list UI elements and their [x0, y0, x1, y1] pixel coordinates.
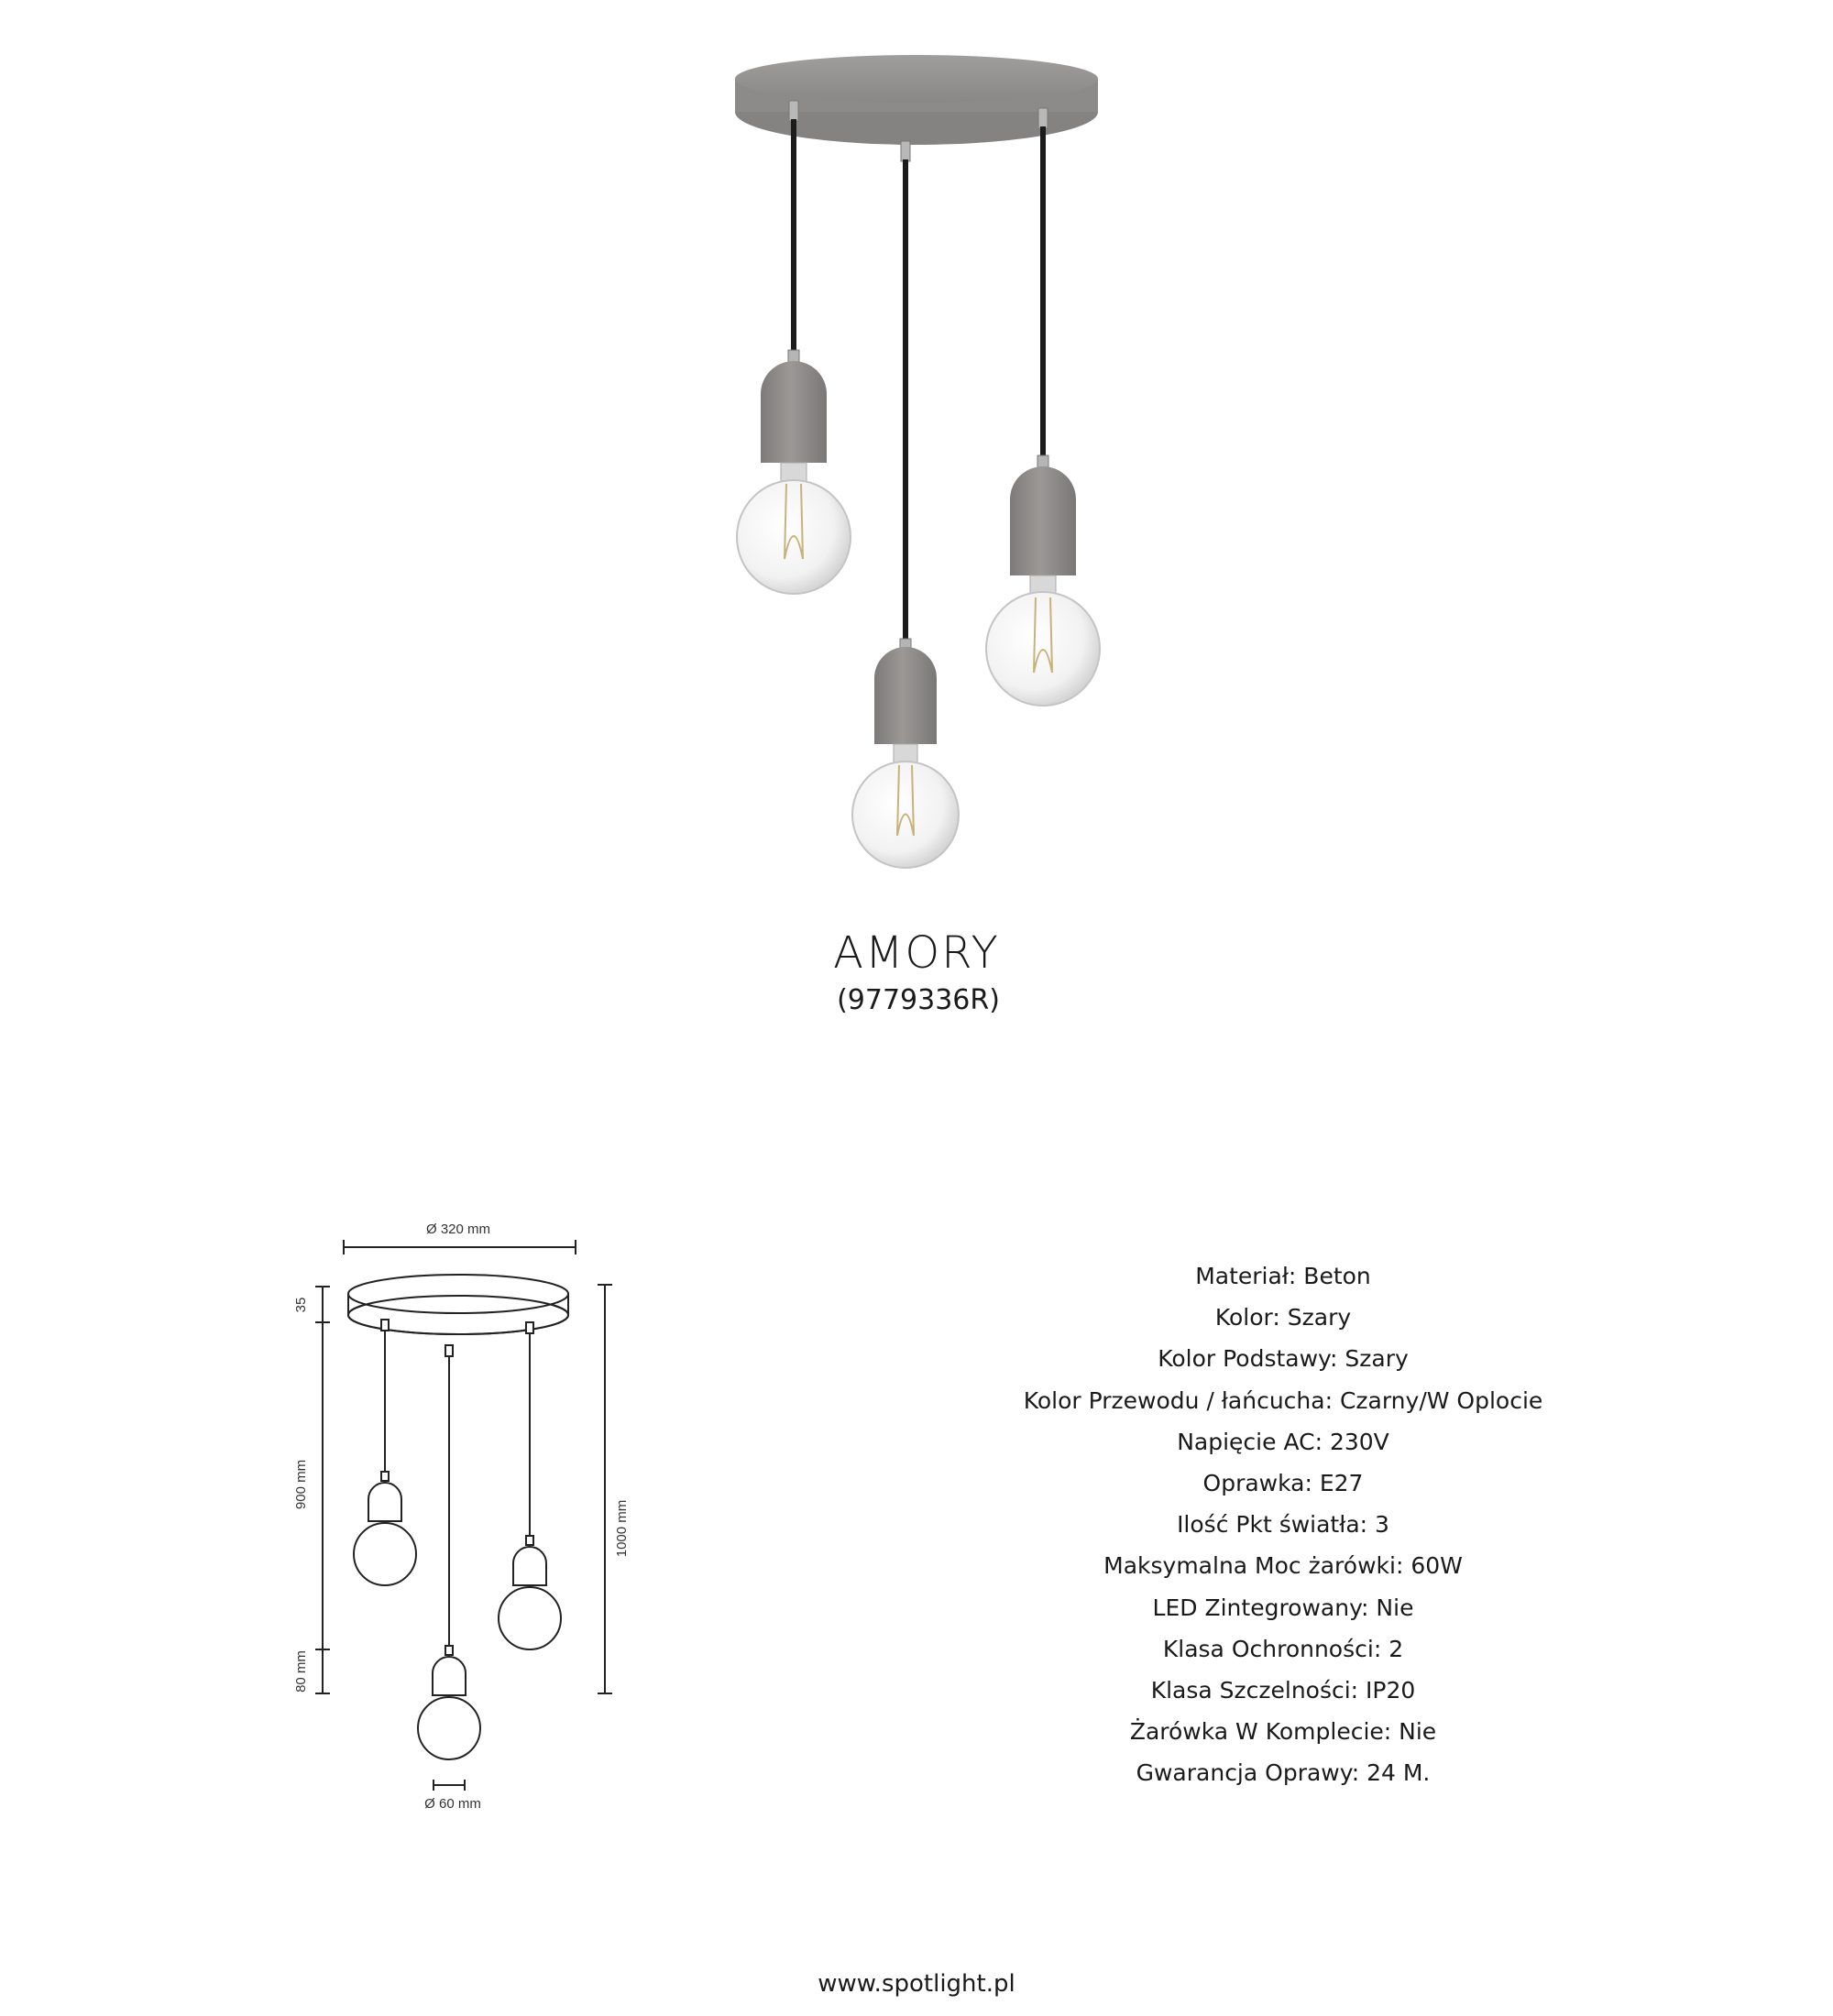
spec-base-color: Kolor Podstawy: Szary: [1158, 1345, 1409, 1373]
dim-canopy-height: 35: [293, 1297, 309, 1313]
dim-canopy-diameter: Ø 320 mm: [425, 1222, 491, 1237]
product-title-block: [0, 926, 1833, 1021]
spec-socket: Oprawka: E27: [1202, 1470, 1364, 1497]
dim-bulb-height: 80 mm: [293, 1650, 309, 1693]
spec-cable-color: Kolor Przewodu / łańcucha: Czarny/W Oplocie: [1023, 1386, 1543, 1414]
spec-material: Materiał: Beton: [1195, 1263, 1371, 1289]
pendant-left: [737, 350, 851, 594]
spec-bulb-included: Żarówka W Komplecie: Nie: [1129, 1718, 1437, 1746]
spec-voltage: Napięcie AC: 230V: [1177, 1428, 1389, 1455]
product-photo: [697, 37, 1136, 889]
pendant-middle: [852, 639, 959, 868]
footer-website: www.spotlight.pl: [818, 1970, 1015, 1998]
product-code: (9779336R): [837, 984, 1000, 1016]
dimension-drawing: [280, 1210, 646, 1814]
dim-total-height: 1000 mm: [614, 1499, 630, 1558]
spec-warranty: Gwarancja Oprawy: 24 M.: [1136, 1759, 1431, 1787]
spec-protection-class: Klasa Ochronności: 2: [1162, 1635, 1404, 1662]
dim-cable-length: 900 mm: [293, 1459, 309, 1510]
dim-bulb-diameter: Ø 60 mm: [424, 1796, 481, 1812]
spec-led-integrated: LED Zintegrowany: Nie: [1152, 1594, 1414, 1621]
pendant-right: [986, 455, 1100, 706]
product-name: AMORY: [833, 927, 1000, 979]
spec-ip-rating: Klasa Szczelności: IP20: [1150, 1677, 1416, 1704]
spec-light-points: Ilość Pkt światła: 3: [1177, 1511, 1389, 1539]
spec-max-power: Maksymalna Moc żarówki: 60W: [1103, 1552, 1463, 1580]
spec-color: Kolor: Szary: [1214, 1304, 1352, 1331]
specifications-list: [916, 1255, 1650, 1794]
